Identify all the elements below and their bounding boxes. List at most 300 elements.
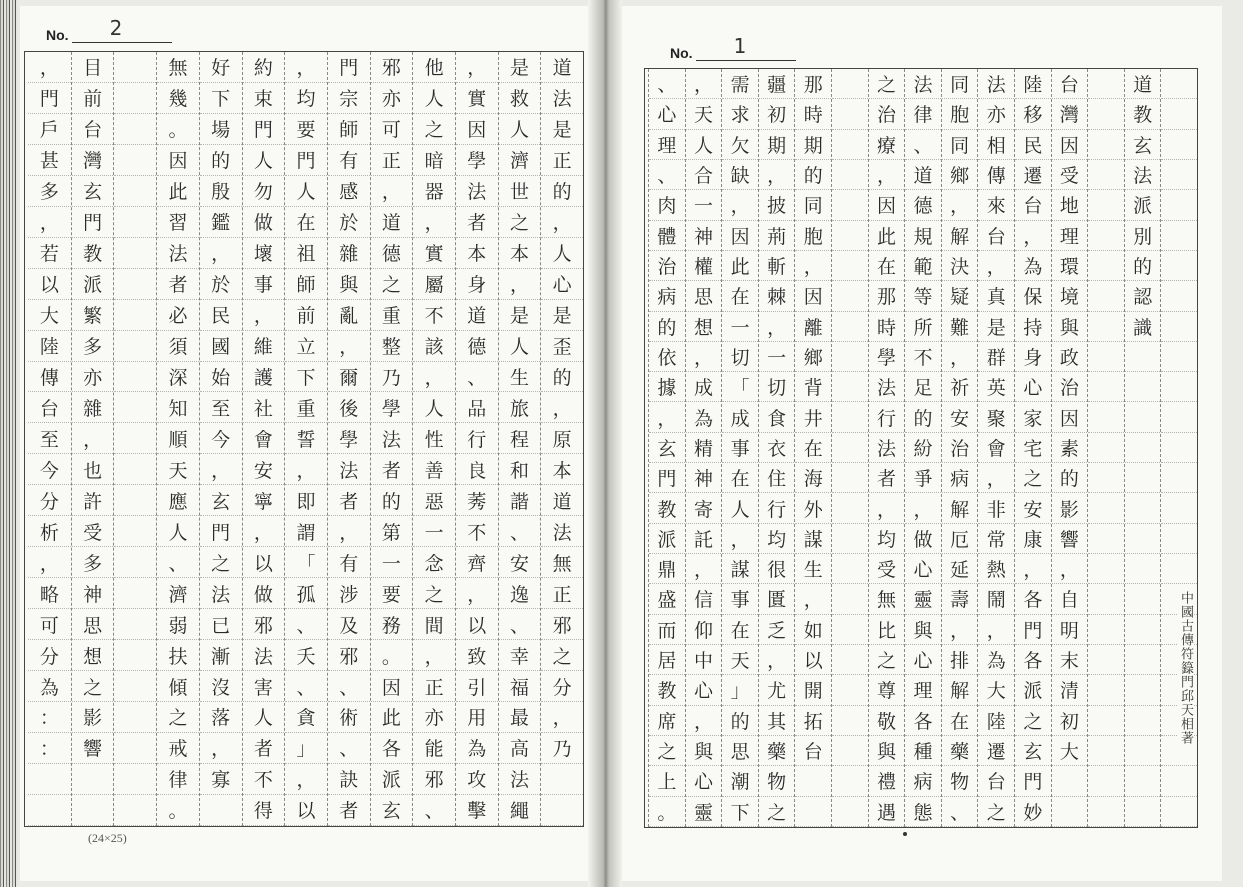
right-char-cell: 理: [905, 675, 941, 705]
right-char-cell: 靈: [686, 797, 722, 827]
left-char-cell: [114, 702, 156, 733]
right-char-cell: 初: [1052, 706, 1088, 736]
right-char-cell: 康: [1015, 524, 1051, 554]
left-char-cell: 知: [157, 392, 199, 423]
right-char-cell: 行: [869, 402, 905, 432]
left-char-cell: 道: [371, 207, 413, 238]
right-char-cell: 德: [905, 190, 941, 220]
right-char-cell: ，: [942, 615, 978, 645]
right-char-cell: 心: [1015, 372, 1051, 402]
right-char-cell: [1088, 463, 1124, 493]
left-char-cell: 玄: [200, 485, 242, 516]
right-char-cell: 響: [1052, 524, 1088, 554]
left-char-cell: 幾: [157, 83, 199, 114]
right-char-cell: [832, 221, 868, 251]
right-column: [721, 69, 758, 827]
left-char-cell: 至: [200, 392, 242, 423]
left-char-cell: 本: [456, 238, 498, 269]
right-char-cell: [1125, 524, 1161, 554]
left-char-cell: 社: [243, 392, 285, 423]
right-char-cell: 環: [1052, 251, 1088, 281]
right-char-cell: 很: [759, 554, 795, 584]
left-char-cell: 善: [413, 454, 455, 485]
left-char-cell: ：: [28, 702, 71, 733]
left-char-cell: ，: [413, 207, 455, 238]
right-char-cell: [832, 524, 868, 554]
left-char-cell: 習: [157, 207, 199, 238]
right-char-cell: [1088, 99, 1124, 129]
left-char-cell: 「: [285, 547, 327, 578]
right-char-cell: 與: [905, 615, 941, 645]
left-char-cell: 身: [456, 269, 498, 300]
right-char-cell: [1125, 463, 1161, 493]
right-char-cell: [1125, 797, 1161, 827]
left-char-cell: ，: [200, 454, 242, 485]
right-char-cell: [1088, 160, 1124, 190]
left-char-cell: 門: [72, 207, 114, 238]
right-char-cell: 心: [686, 766, 722, 796]
left-page-number-value: 2: [109, 16, 123, 40]
right-char-cell: 思: [686, 281, 722, 311]
left-char-cell: ，: [285, 454, 327, 485]
left-char-cell: 之: [371, 269, 413, 300]
right-char-cell: 上: [649, 766, 685, 796]
left-char-cell: 為: [456, 733, 498, 764]
left-char-cell: 門: [243, 114, 285, 145]
right-char-cell: 教: [649, 493, 685, 523]
right-char-cell: [1161, 554, 1197, 584]
right-column: [1124, 69, 1161, 827]
left-char-cell: 場: [200, 114, 242, 145]
left-char-cell: 戶: [28, 114, 71, 145]
left-char-cell: 、: [499, 516, 541, 547]
right-char-cell: 解: [942, 221, 978, 251]
right-char-cell: 需: [722, 69, 758, 99]
left-char-cell: 、: [328, 733, 370, 764]
right-char-cell: [1161, 524, 1197, 554]
left-char-cell: 人: [157, 516, 199, 547]
right-char-cell: [1161, 402, 1197, 432]
right-char-cell: 玄: [1125, 130, 1161, 160]
left-char-cell: 陸: [28, 331, 71, 362]
left-char-cell: 漸: [200, 640, 242, 671]
left-char-cell: 高: [499, 733, 541, 764]
right-char-cell: ，: [722, 524, 758, 554]
left-char-cell: 學: [328, 423, 370, 454]
left-char-cell: 、: [285, 609, 327, 640]
left-char-cell: 人: [413, 83, 455, 114]
right-char-cell: 的: [905, 402, 941, 432]
left-char-cell: [114, 640, 156, 671]
right-char-cell: [1161, 372, 1197, 402]
left-char-cell: 各: [371, 733, 413, 764]
right-char-cell: 中: [686, 645, 722, 675]
left-char-cell: [28, 795, 71, 826]
right-char-cell: [832, 706, 868, 736]
right-char-cell: 此: [869, 221, 905, 251]
left-char-cell: 須: [157, 331, 199, 362]
left-char-cell: 的: [200, 145, 242, 176]
right-char-cell: 門: [1015, 766, 1051, 796]
right-char-cell: 民: [1015, 130, 1051, 160]
left-char-cell: ，: [200, 238, 242, 269]
right-char-cell: 保: [1015, 281, 1051, 311]
left-char-cell: 道: [541, 52, 583, 83]
left-char-cell: 的: [541, 362, 583, 393]
left-char-cell: 。: [157, 795, 199, 826]
left-char-cell: 是: [541, 114, 583, 145]
left-char-cell: 應: [157, 485, 199, 516]
left-char-cell: 可: [28, 609, 71, 640]
right-char-cell: 行: [759, 493, 795, 523]
right-char-cell: 鄉: [795, 342, 831, 372]
left-char-cell: 均: [285, 83, 327, 114]
left-char-cell: ，: [28, 52, 71, 83]
right-char-cell: [1125, 584, 1161, 614]
right-char-cell: 鄉: [942, 160, 978, 190]
left-char-cell: [114, 300, 156, 331]
right-char-cell: ，: [686, 706, 722, 736]
right-char-cell: [832, 554, 868, 584]
right-char-cell: 在: [942, 706, 978, 736]
right-char-cell: [1052, 766, 1088, 796]
right-char-cell: 權: [686, 251, 722, 281]
right-char-cell: 胞: [942, 99, 978, 129]
left-char-cell: 因: [371, 671, 413, 702]
right-char-cell: 非: [978, 493, 1014, 523]
right-char-cell: [1088, 645, 1124, 675]
right-char-cell: 其: [759, 706, 795, 736]
left-char-cell: ，: [28, 207, 71, 238]
right-char-cell: 大: [978, 675, 1014, 705]
right-char-cell: 法: [869, 372, 905, 402]
right-char-cell: [832, 69, 868, 99]
right-column: [685, 69, 722, 827]
left-char-cell: 安: [499, 547, 541, 578]
right-char-cell: [832, 645, 868, 675]
left-column: [28, 52, 71, 826]
left-char-cell: ，: [243, 516, 285, 547]
left-char-cell: 、: [499, 609, 541, 640]
right-char-cell: 為: [978, 645, 1014, 675]
left-char-cell: 正: [541, 578, 583, 609]
right-char-cell: 遷: [1015, 160, 1051, 190]
right-char-cell: 法: [1125, 160, 1161, 190]
left-char-cell: ，: [285, 764, 327, 795]
left-char-cell: 思: [72, 609, 114, 640]
right-char-cell: [1161, 160, 1197, 190]
left-char-cell: 擊: [456, 795, 498, 826]
left-char-cell: 乃: [541, 733, 583, 764]
left-char-cell: 鑑: [200, 207, 242, 238]
left-char-cell: 攻: [456, 764, 498, 795]
right-column: [831, 69, 868, 827]
right-char-cell: 學: [869, 342, 905, 372]
left-char-cell: 在: [285, 207, 327, 238]
left-column: [412, 52, 455, 826]
right-char-cell: ，: [1015, 554, 1051, 584]
right-char-cell: 在: [722, 615, 758, 645]
left-char-cell: 玄: [371, 795, 413, 826]
left-char-cell: 做: [243, 578, 285, 609]
left-char-cell: 濟: [499, 145, 541, 176]
left-char-cell: 也: [72, 454, 114, 485]
right-char-cell: 盛: [649, 584, 685, 614]
left-char-cell: 勿: [243, 176, 285, 207]
left-char-cell: 救: [499, 83, 541, 114]
right-char-cell: [832, 766, 868, 796]
right-char-cell: [832, 312, 868, 342]
right-char-cell: [1125, 372, 1161, 402]
right-char-cell: 謀: [795, 524, 831, 554]
right-char-cell: 派: [1125, 190, 1161, 220]
left-char-cell: 間: [413, 609, 455, 640]
right-char-cell: [1161, 342, 1197, 372]
left-char-cell: [114, 764, 156, 795]
left-char-cell: 下: [285, 362, 327, 393]
left-char-cell: 心: [541, 269, 583, 300]
left-char-cell: 為: [28, 671, 71, 702]
right-char-cell: 相: [978, 130, 1014, 160]
right-char-cell: 自: [1052, 584, 1088, 614]
right-char-cell: [1125, 645, 1161, 675]
left-char-cell: [114, 671, 156, 702]
left-char-cell: ：: [28, 733, 71, 764]
left-char-cell: 是: [541, 300, 583, 331]
left-char-cell: [114, 392, 156, 423]
left-char-cell: 門: [200, 516, 242, 547]
right-char-cell: 棘: [759, 281, 795, 311]
left-char-cell: 誓: [285, 423, 327, 454]
right-char-cell: 厄: [942, 524, 978, 554]
left-char-cell: 必: [157, 300, 199, 331]
right-char-cell: 鬧: [978, 584, 1014, 614]
right-char-cell: 時: [795, 99, 831, 129]
left-char-cell: 致: [456, 640, 498, 671]
right-char-cell: 生: [795, 554, 831, 584]
right-char-cell: ，: [942, 342, 978, 372]
left-char-cell: 會: [243, 423, 285, 454]
left-char-cell: 分: [28, 485, 71, 516]
right-char-cell: ，: [869, 160, 905, 190]
right-char-cell: 缺: [722, 160, 758, 190]
right-char-cell: [832, 130, 868, 160]
left-char-cell: 台: [28, 392, 71, 423]
right-char-cell: 安: [1015, 493, 1051, 523]
left-char-cell: [114, 516, 156, 547]
right-char-cell: 之: [1015, 706, 1051, 736]
right-char-cell: 外: [795, 493, 831, 523]
right-char-cell: 初: [759, 99, 795, 129]
right-char-cell: 常: [978, 524, 1014, 554]
left-char-cell: 法: [157, 238, 199, 269]
left-column: [540, 52, 583, 826]
right-char-cell: 開: [795, 675, 831, 705]
right-char-cell: 物: [942, 766, 978, 796]
right-char-cell: 託: [686, 524, 722, 554]
right-char-cell: 、: [905, 130, 941, 160]
left-char-cell: ，: [72, 423, 114, 454]
right-char-cell: [1088, 130, 1124, 160]
left-char-cell: 第: [371, 516, 413, 547]
left-char-cell: 派: [72, 269, 114, 300]
left-char-cell: 性: [413, 423, 455, 454]
left-char-cell: 因: [157, 145, 199, 176]
left-char-cell: ，: [413, 362, 455, 393]
left-char-cell: 雜: [72, 392, 114, 423]
right-manuscript-grid: [644, 68, 1198, 828]
left-char-cell: 、: [456, 362, 498, 393]
right-char-cell: 。: [649, 797, 685, 827]
right-char-cell: [832, 372, 868, 402]
left-char-cell: 人: [499, 331, 541, 362]
right-char-cell: ，: [978, 251, 1014, 281]
left-char-cell: 安: [243, 454, 285, 485]
right-char-cell: ，: [686, 554, 722, 584]
right-char-cell: 遇: [869, 797, 905, 827]
right-char-cell: [1161, 281, 1197, 311]
left-char-cell: 繩: [499, 795, 541, 826]
left-char-cell: 法: [243, 640, 285, 671]
left-char-cell: 能: [413, 733, 455, 764]
left-char-cell: 、: [413, 795, 455, 826]
right-char-cell: ，: [686, 69, 722, 99]
left-char-cell: 今: [28, 454, 71, 485]
right-char-cell: 之: [978, 797, 1014, 827]
left-char-cell: [114, 207, 156, 238]
right-char-cell: [832, 736, 868, 766]
left-char-cell: 害: [243, 671, 285, 702]
left-char-cell: 弱: [157, 609, 199, 640]
right-char-cell: 此: [722, 251, 758, 281]
left-char-cell: 整: [371, 331, 413, 362]
left-char-cell: 無: [541, 547, 583, 578]
right-char-cell: [1088, 675, 1124, 705]
right-char-cell: 以: [795, 645, 831, 675]
right-char-cell: 同: [942, 130, 978, 160]
right-char-cell: [832, 160, 868, 190]
right-char-cell: 玄: [649, 433, 685, 463]
right-char-cell: [1088, 372, 1124, 402]
right-char-cell: 與: [686, 736, 722, 766]
right-char-cell: 人: [722, 493, 758, 523]
left-page: [20, 6, 588, 881]
left-char-cell: 人: [285, 176, 327, 207]
right-char-cell: 派: [649, 524, 685, 554]
left-char-cell: 器: [413, 176, 455, 207]
left-char-cell: 析: [28, 516, 71, 547]
right-char-cell: [1161, 190, 1197, 220]
left-char-cell: 因: [456, 114, 498, 145]
left-char-cell: 」: [285, 733, 327, 764]
right-char-cell: 期: [795, 130, 831, 160]
book-gutter: [588, 0, 622, 887]
left-char-cell: 維: [243, 331, 285, 362]
right-char-cell: 的: [649, 312, 685, 342]
left-char-cell: 齊: [456, 547, 498, 578]
left-char-cell: 莠: [456, 485, 498, 516]
right-char-cell: 心: [649, 99, 685, 129]
right-char-cell: 境: [1052, 281, 1088, 311]
right-char-cell: [1161, 130, 1197, 160]
left-char-cell: 、: [328, 671, 370, 702]
right-char-cell: 做: [905, 524, 941, 554]
left-char-cell: ，: [456, 52, 498, 83]
left-char-cell: 深: [157, 362, 199, 393]
right-char-cell: [1088, 584, 1124, 614]
left-char-cell: 後: [328, 392, 370, 423]
left-char-cell: 法: [456, 176, 498, 207]
right-char-cell: 比: [869, 615, 905, 645]
right-char-cell: 不: [905, 342, 941, 372]
left-char-cell: 以: [28, 269, 71, 300]
left-char-cell: 德: [371, 238, 413, 269]
left-char-cell: 孤: [285, 578, 327, 609]
right-char-cell: [1125, 554, 1161, 584]
right-char-cell: 據: [649, 372, 685, 402]
left-char-cell: [114, 331, 156, 362]
left-char-cell: 旅: [499, 392, 541, 423]
right-page-number-label: No.: [670, 45, 693, 61]
right-column: [1014, 69, 1051, 827]
right-column: [794, 69, 831, 827]
left-char-cell: 護: [243, 362, 285, 393]
left-char-cell: 之: [499, 207, 541, 238]
right-char-cell: [1125, 433, 1161, 463]
left-char-cell: 重: [285, 392, 327, 423]
right-char-cell: 政: [1052, 342, 1088, 372]
right-char-cell: 住: [759, 463, 795, 493]
left-char-cell: 學: [456, 145, 498, 176]
right-char-cell: 素: [1052, 433, 1088, 463]
right-char-cell: [795, 797, 831, 827]
left-char-cell: 。: [157, 114, 199, 145]
left-char-cell: 濟: [157, 578, 199, 609]
right-char-cell: 之: [1015, 463, 1051, 493]
left-char-cell: 夭: [285, 640, 327, 671]
right-char-cell: [1088, 402, 1124, 432]
right-char-cell: 拓: [795, 706, 831, 736]
right-char-cell: 疑: [942, 281, 978, 311]
right-char-cell: 同: [942, 69, 978, 99]
left-char-cell: [114, 114, 156, 145]
right-char-cell: [1125, 766, 1161, 796]
left-char-cell: 世: [499, 176, 541, 207]
right-char-cell: 席: [649, 706, 685, 736]
right-char-cell: 事: [722, 433, 758, 463]
right-char-cell: 來: [978, 190, 1014, 220]
left-char-cell: 做: [243, 207, 285, 238]
right-char-cell: 識: [1125, 312, 1161, 342]
right-char-cell: 法: [905, 69, 941, 99]
left-char-cell: 此: [371, 702, 413, 733]
left-char-cell: [114, 454, 156, 485]
right-char-cell: [1088, 493, 1124, 523]
left-char-cell: 以: [285, 795, 327, 826]
right-char-cell: 心: [905, 554, 941, 584]
right-char-cell: [832, 99, 868, 129]
author-stamp: 中國古傳符籙門邱天相著: [1178, 591, 1193, 745]
center-dot: [903, 832, 907, 836]
right-char-cell: [832, 584, 868, 614]
right-char-cell: 延: [942, 554, 978, 584]
right-char-cell: 熱: [978, 554, 1014, 584]
left-page-number-label: No.: [46, 27, 69, 43]
right-char-cell: 井: [795, 402, 831, 432]
left-char-cell: 、: [285, 671, 327, 702]
right-char-cell: 解: [942, 493, 978, 523]
left-char-cell: 邪: [243, 609, 285, 640]
